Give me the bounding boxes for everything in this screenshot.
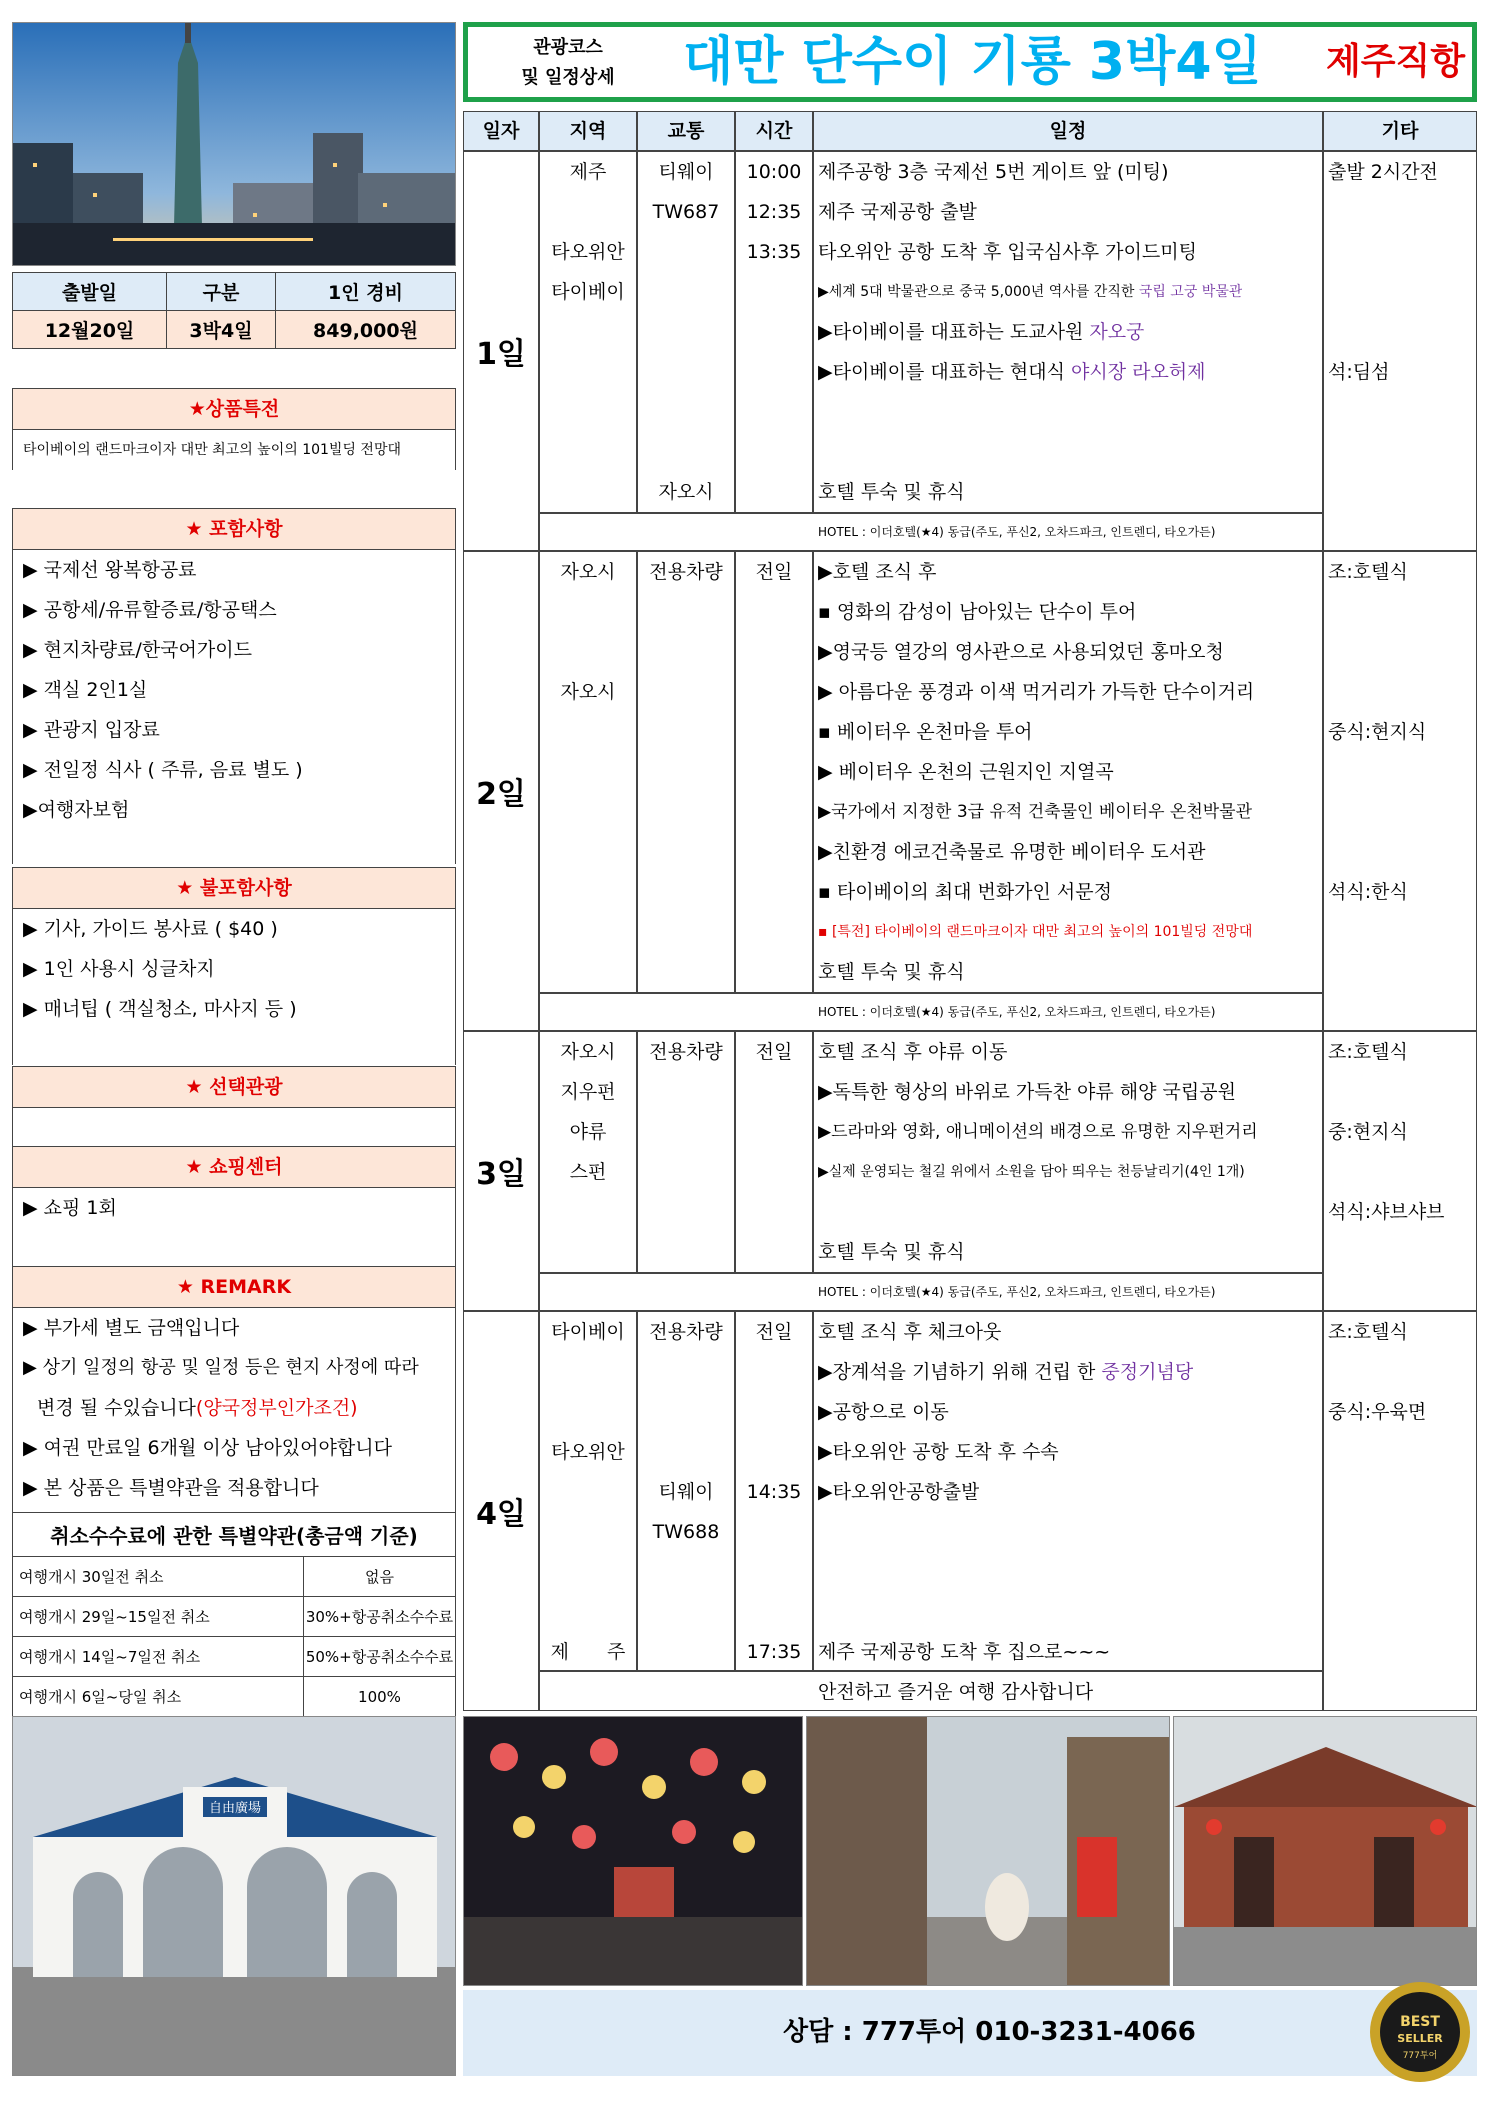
remark-item: ▶ 본 상품은 특별약관을 적용합니다 <box>23 1477 319 1499</box>
schedule-cell <box>813 151 1323 513</box>
schedule-line: ▶드라마와 영화, 애니메이션의 배경으로 유명한 지우펀거리 <box>818 1122 1258 1142</box>
included-item: ▶ 공항세/유류할증료/항공택스 <box>23 599 277 621</box>
time-text: 13:35 <box>746 241 802 263</box>
remark-item: ▶ 부가세 별도 금액입니다 <box>23 1317 240 1339</box>
day-cell: 2일 <box>463 551 539 1031</box>
schedule-line: 타오위안 공항 도착 후 입국심사후 가이드미팅 <box>818 241 1197 263</box>
schedule-line: ▶호텔 조식 후 <box>818 561 937 583</box>
time-text: 14:35 <box>746 1481 802 1503</box>
course-label-sub: 및 일정상세 <box>521 67 615 88</box>
schedule-cell <box>813 1031 1323 1273</box>
schedule-line: ▶실제 운영되는 철길 위에서 소원을 담아 띄우는 천등날리기(4인 1개) <box>818 1164 1245 1180</box>
region-text: 지우펀 <box>560 1081 616 1103</box>
region-cell <box>539 1311 637 1671</box>
remark-item: ▶ 상기 일정의 항공 및 일정 등은 현지 사정에 따라 <box>23 1357 419 1378</box>
schedule-highlight: 야시장 라오허제 <box>1070 361 1206 383</box>
time-cell <box>735 551 813 993</box>
contact-bar <box>463 1990 1477 2076</box>
remark-heading: ★ REMARK <box>12 1266 456 1308</box>
transport-text: 전용차량 <box>649 1041 723 1063</box>
transport-cell <box>637 1311 735 1671</box>
schedule-line: ▪ 영화의 감성이 남아있는 단수이 투어 <box>818 601 1137 623</box>
schedule-highlight: 자오궁 <box>1089 321 1145 343</box>
region-text: 타오위안 <box>551 1441 625 1463</box>
region-text: 야류 <box>569 1121 607 1143</box>
etc-cell <box>1323 151 1477 551</box>
schedule-line: 호텔 투숙 및 휴식 <box>818 961 965 983</box>
time-cell <box>735 1311 813 1671</box>
cancellation-fee: 50%+항공취소수수료 <box>304 1637 456 1677</box>
summary-date: 12월20일 <box>13 311 167 349</box>
cancellation-title: 취소수수료에 관한 특별약관(총금액 기준) <box>13 1513 456 1557</box>
transport-cell <box>637 551 735 993</box>
hotel-row <box>539 993 1323 1031</box>
summary-header-type: 구분 <box>166 273 275 311</box>
header-day: 일자 <box>463 111 539 151</box>
region-cell <box>539 151 637 513</box>
transport-cell <box>637 151 735 513</box>
summary-table <box>12 272 456 349</box>
region-text: 자오시 <box>560 561 616 583</box>
schedule-text: ▶타이베이를 대표하는 현대식 <box>818 361 1071 383</box>
hotel-row <box>539 1273 1323 1311</box>
optional-tour-list <box>12 1108 456 1146</box>
region-cell <box>539 1031 637 1273</box>
remark-item: ▶ 여권 만료일 6개월 이상 남아있어야합니다 <box>23 1437 392 1459</box>
schedule-line <box>818 352 1206 392</box>
etc-cell <box>1323 551 1477 1031</box>
transport-text: 티웨이 <box>658 161 714 183</box>
header-schedule: 일정 <box>813 111 1323 151</box>
schedule-highlight: 국립 고궁 박물관 <box>1138 284 1243 300</box>
schedule-line: ▶ 아름다운 풍경과 이색 먹거리가 가득한 단수이거리 <box>818 681 1255 703</box>
included-item: ▶여행자보험 <box>23 799 130 821</box>
region-text: 제 주 <box>550 1641 626 1663</box>
shopping-item: ▶ 쇼핑 1회 <box>23 1197 117 1219</box>
region-text: 타오위안 <box>551 241 625 263</box>
schedule-line: 호텔 투숙 및 휴식 <box>818 1241 965 1263</box>
etc-text: 조:호텔식 <box>1328 561 1408 583</box>
cancellation-fee: 100% <box>304 1677 456 1717</box>
schedule-line: ▶공항으로 이동 <box>818 1401 949 1423</box>
page-title: 대만 단수이 기룡 3박4일 <box>683 32 1262 92</box>
title-box <box>463 22 1477 102</box>
region-text: 제주 <box>569 161 607 183</box>
transport-cell <box>637 1031 735 1273</box>
header-etc: 기타 <box>1323 111 1477 151</box>
schedule-line: ▶독특한 형상의 바위로 가득찬 야류 해양 국립공원 <box>818 1081 1236 1103</box>
included-item: ▶ 관광지 입장료 <box>23 719 160 741</box>
included-list <box>12 550 456 864</box>
remark-item-continued <box>13 1388 455 1428</box>
schedule-text: ▶장계석을 기념하기 위해 건립 한 <box>818 1361 1102 1383</box>
summary-header-date: 출발일 <box>13 273 167 311</box>
transport-text: 티웨이 <box>658 1481 714 1503</box>
transport-text: TW687 <box>652 201 720 223</box>
included-item: ▶ 전일정 식사 ( 주류, 음료 별도 ) <box>23 759 303 781</box>
schedule-line <box>818 272 1242 312</box>
schedule-highlight: 중정기념당 <box>1101 1361 1194 1383</box>
course-label: 관광코스 <box>533 37 603 58</box>
schedule-line: ▪ 베이터우 온천마을 투어 <box>818 721 1033 743</box>
hotel-text: HOTEL : 이더호텔(★4) 동급(주도, 푸신2, 오차드파크, 인트렌디, 타오가든) <box>818 525 1216 539</box>
summary-header-price: 1인 경비 <box>276 273 456 311</box>
special-text: 타이베이의 랜드마크이자 대만 최고의 높이의 101빌딩 전망대 <box>23 442 401 458</box>
special-heading: ★상품특전 <box>12 388 456 430</box>
summary-type: 3박4일 <box>166 311 275 349</box>
shopping-list <box>12 1188 456 1266</box>
remark-text: 변경 될 수있습니다 <box>37 1397 196 1419</box>
schedule-cell <box>813 551 1323 993</box>
etc-text: 중식:우육면 <box>1328 1401 1427 1423</box>
hotel-text: HOTEL : 이더호텔(★4) 동급(주도, 푸신2, 오차드파크, 인트렌디, 타오가든) <box>818 1285 1216 1299</box>
hotel-row <box>539 513 1323 551</box>
schedule-line: 호텔 조식 후 체크아웃 <box>818 1321 1002 1343</box>
schedule-line: ▶친환경 에코건축물로 유명한 베이터우 도서관 <box>818 841 1206 863</box>
schedule-line: 호텔 투숙 및 휴식 <box>818 481 965 503</box>
etc-text: 석식:한식 <box>1328 881 1408 903</box>
cancellation-label: 여행개시 29일~15일전 취소 <box>13 1597 304 1637</box>
day-cell: 1일 <box>463 151 539 551</box>
special-list <box>12 430 456 470</box>
etc-text: 석:딤섬 <box>1328 361 1390 383</box>
schedule-line <box>818 312 1144 352</box>
cancellation-table <box>12 1512 456 1717</box>
etc-text: 조:호텔식 <box>1328 1041 1408 1063</box>
transport-text: TW688 <box>652 1521 720 1543</box>
longshan-temple-photo <box>1173 1716 1477 1986</box>
transport-text: 전용차량 <box>649 561 723 583</box>
cancellation-label: 여행개시 14일~7일전 취소 <box>13 1637 304 1677</box>
time-text: 전일 <box>755 1321 793 1343</box>
schedule-line: ▶타오위안 공항 도착 후 수속 <box>818 1441 1059 1463</box>
time-text: 17:35 <box>746 1641 802 1663</box>
hotel-text: HOTEL : 이더호텔(★4) 동급(주도, 푸신2, 오차드파크, 인트렌디, 타오가든) <box>818 1005 1216 1019</box>
day-cell: 3일 <box>463 1031 539 1311</box>
cancellation-fee: 30%+항공취소수수료 <box>304 1597 456 1637</box>
schedule-line: ▶국가에서 지정한 3급 유적 건축물인 베이터우 온천박물관 <box>818 802 1253 822</box>
direct-flight-badge: 제주직항 <box>1326 41 1466 82</box>
region-cell <box>539 551 637 993</box>
liberty-square-photo <box>12 1716 456 2076</box>
schedule-special-line: ▪ [특전] 타이베이의 랜드마크이자 대만 최고의 높이의 101빌딩 전망대 <box>818 924 1253 940</box>
included-heading: ★ 포함사항 <box>12 508 456 550</box>
schedule-line: ▶타오위안공항출발 <box>818 1481 980 1503</box>
optional-tour-heading: ★ 선택관광 <box>12 1066 456 1108</box>
lantern-street-photo <box>463 1716 803 1986</box>
shopping-heading: ★ 쇼핑센터 <box>12 1146 456 1188</box>
region-text: 자오시 <box>560 1041 616 1063</box>
etc-text: 중식:현지식 <box>1328 721 1427 743</box>
seal-bottom-text: SELLER <box>1397 2032 1443 2045</box>
remark-condition: (양국정부인가조건) <box>195 1397 358 1419</box>
transport-text: 자오시 <box>658 481 714 503</box>
region-text: 자오시 <box>560 681 616 703</box>
time-text: 10:00 <box>746 161 802 183</box>
etc-cell <box>1323 1311 1477 1711</box>
time-cell <box>735 151 813 513</box>
cancellation-fee: 없음 <box>304 1557 456 1597</box>
schedule-line: ▶ 베이터우 온천의 근원지인 지열곡 <box>818 761 1114 783</box>
excluded-item: ▶ 1인 사용시 싱글차지 <box>23 958 215 980</box>
region-text: 스펀 <box>569 1161 607 1183</box>
excluded-item: ▶ 매너팁 ( 객실청소, 마사지 등 ) <box>23 998 297 1020</box>
schedule-line: 제주 국제공항 도착 후 집으로~~~ <box>818 1641 1111 1663</box>
included-item: ▶ 국제선 왕복항공료 <box>23 559 197 581</box>
cancellation-label: 여행개시 6일~당일 취소 <box>13 1677 304 1717</box>
etc-text: 출발 2시간전 <box>1328 161 1438 183</box>
gate-sign: 自由廣場 <box>208 1801 262 1816</box>
taipei-101-photo <box>12 22 456 266</box>
etc-text: 석식:샤브샤브 <box>1328 1201 1445 1223</box>
header-region: 지역 <box>539 111 637 151</box>
schedule-line: ▶영국등 열강의 영사관으로 사용되었던 홍마오청 <box>818 641 1224 663</box>
transport-text: 전용차량 <box>649 1321 723 1343</box>
closing-row <box>539 1671 1323 1711</box>
etc-text: 중:현지식 <box>1328 1121 1408 1143</box>
closing-text: 안전하고 즐거운 여행 감사합니다 <box>818 1681 1094 1703</box>
time-cell <box>735 1031 813 1273</box>
etc-cell <box>1323 1031 1477 1311</box>
time-text: 전일 <box>755 561 793 583</box>
included-item: ▶ 현지차량료/한국어가이드 <box>23 639 252 661</box>
schedule-line: ▪ 타이베이의 최대 번화가인 서문정 <box>818 881 1112 903</box>
excluded-list <box>12 909 456 1065</box>
schedule-text: ▶세계 5대 박물관으로 중국 5,000년 역사를 간직한 <box>818 284 1139 300</box>
region-text: 타이베이 <box>551 281 625 303</box>
remark-list <box>12 1308 456 1512</box>
schedule-line: 제주공항 3층 국제선 5번 게이트 앞 (미팅) <box>818 161 1169 183</box>
schedule-line: 제주 국제공항 출발 <box>818 201 977 223</box>
time-text: 전일 <box>755 1041 793 1063</box>
schedule-text: ▶타이베이를 대표하는 도교사원 <box>818 321 1090 343</box>
included-item: ▶ 객실 2인1실 <box>23 679 148 701</box>
day-cell: 4일 <box>463 1311 539 1711</box>
excluded-item: ▶ 기사, 가이드 봉사료 ( $40 ) <box>23 918 278 940</box>
seal-ring-text: 777투어 <box>1402 2051 1438 2061</box>
summary-price: 849,000원 <box>276 311 456 349</box>
schedule-cell <box>813 1311 1323 1671</box>
region-text: 타이베이 <box>551 1321 625 1343</box>
schedule-line <box>818 1352 1193 1392</box>
time-text: 12:35 <box>746 201 802 223</box>
excluded-heading: ★ 불포함사항 <box>12 867 456 909</box>
schedule-line: 호텔 조식 후 야류 이동 <box>818 1041 1008 1063</box>
header-transport: 교통 <box>637 111 735 151</box>
best-seller-seal <box>1368 1980 1472 2084</box>
etc-text: 조:호텔식 <box>1328 1321 1408 1343</box>
contact-text: 상담 : 777투어 010-3231-4066 <box>783 2017 1196 2047</box>
header-time: 시간 <box>735 111 813 151</box>
seal-top-text: BEST <box>1400 2014 1440 2030</box>
jiufen-street-photo <box>806 1716 1170 1986</box>
cancellation-label: 여행개시 30일전 취소 <box>13 1557 304 1597</box>
